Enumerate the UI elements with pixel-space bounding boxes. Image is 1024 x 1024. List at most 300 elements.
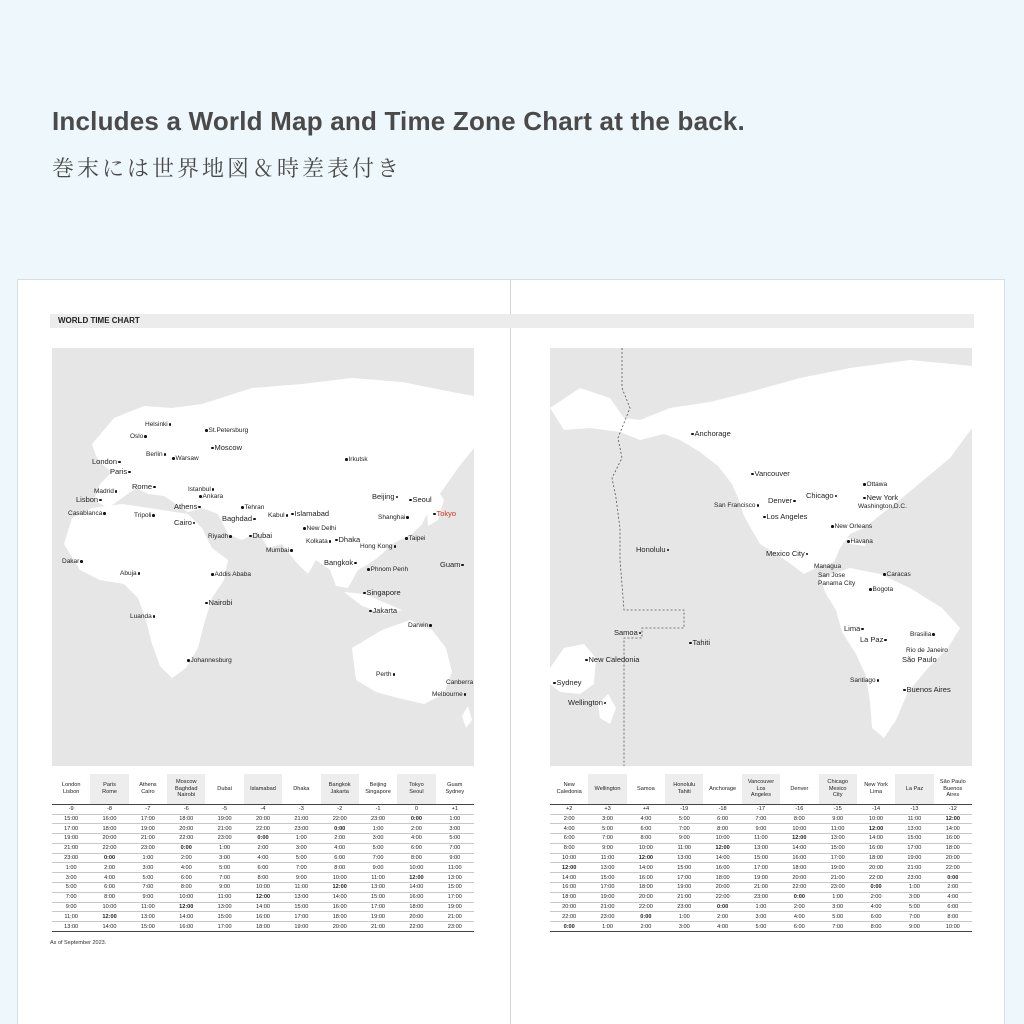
city-name: Bogota <box>872 586 894 593</box>
time-cell: 3:00 <box>895 892 933 902</box>
offset-cell: -18 <box>703 804 741 814</box>
column-header-line: New <box>563 782 575 789</box>
city-dot-icon <box>806 553 809 556</box>
city-dot-icon <box>757 504 760 507</box>
time-cell: 14:00 <box>321 892 359 902</box>
table-row <box>550 883 972 893</box>
time-cell: 23:00 <box>588 912 626 922</box>
city-name: Los Angeles <box>766 512 808 521</box>
city-dot-icon <box>115 490 118 493</box>
offset-cell: -8 <box>90 804 128 814</box>
time-cell: 2:00 <box>703 912 741 922</box>
time-cell: 0:00 <box>780 892 818 902</box>
time-cell: 16:00 <box>550 883 588 893</box>
city-dot-icon <box>405 537 408 540</box>
time-cell: 16:00 <box>90 814 128 824</box>
city-label <box>862 494 898 502</box>
table-row <box>52 834 474 844</box>
city-name: Rio de Janeiro <box>906 647 948 654</box>
city-name: Sydney <box>556 678 582 687</box>
column-header-line: Beijing <box>369 782 387 789</box>
city-dot-icon <box>241 506 244 509</box>
date-line <box>550 348 972 766</box>
column-header <box>321 774 359 804</box>
city-label <box>376 672 396 679</box>
offset-cell: +3 <box>588 804 626 814</box>
time-cell: 8:00 <box>397 853 435 863</box>
city-label <box>204 599 232 607</box>
time-cell: 5:00 <box>129 873 167 883</box>
city-name: Seoul <box>412 495 432 504</box>
column-header-line: Baghdad <box>175 785 198 792</box>
time-cell: 18:00 <box>244 922 282 932</box>
time-cell: 22:00 <box>321 814 359 824</box>
city-label <box>368 607 397 615</box>
time-cell: 14:00 <box>703 853 741 863</box>
time-cell: 1:00 <box>436 814 474 824</box>
time-cell: 5:00 <box>895 902 933 912</box>
city-name: Samoa <box>614 628 638 637</box>
city-name: Dakar <box>62 558 80 565</box>
table-row <box>52 873 474 883</box>
city-dot-icon <box>193 522 196 525</box>
column-header-line: Moscow <box>176 779 197 786</box>
city-label <box>92 458 122 466</box>
city-name: Addis Ababa <box>214 571 252 578</box>
time-cell: 5:00 <box>52 883 90 893</box>
time-cell: 10:00 <box>397 863 435 873</box>
time-cell: 13:00 <box>588 863 626 873</box>
time-cell: 12:00 <box>780 834 818 844</box>
time-table-right <box>550 774 972 932</box>
city-dot-icon <box>138 572 141 575</box>
city-label <box>62 559 84 566</box>
time-cell: 1:00 <box>52 863 90 873</box>
city-dot-icon <box>354 562 357 565</box>
table-row <box>550 902 972 912</box>
time-cell: 8:00 <box>167 883 205 893</box>
city-label <box>830 524 872 531</box>
city-name: São Paulo <box>902 655 937 664</box>
city-dot-icon <box>667 549 670 552</box>
offset-cell: -1 <box>359 804 397 814</box>
column-header <box>588 774 626 804</box>
city-label <box>408 623 433 630</box>
city-label <box>145 422 172 429</box>
column-header-line: Tokyo <box>409 782 424 789</box>
time-cell: 13:00 <box>52 922 90 932</box>
time-cell: 21:00 <box>129 834 167 844</box>
city-label <box>440 561 465 569</box>
time-cell: 10:00 <box>244 883 282 893</box>
headline: Includes a World Map and Time Zone Chart at the back. <box>52 106 745 136</box>
city-label <box>68 511 107 518</box>
city-dot-icon <box>429 624 432 627</box>
column-header-line: Buenos <box>943 785 963 792</box>
city-name: Vancouver <box>754 469 790 478</box>
time-cell: 7:00 <box>588 834 626 844</box>
time-cell: 4:00 <box>397 834 435 844</box>
city-name: Dhaka <box>338 535 361 544</box>
city-label <box>906 648 948 655</box>
city-dot-icon <box>847 540 850 543</box>
time-cell: 3:00 <box>52 873 90 883</box>
offset-cell: -12 <box>934 804 972 814</box>
time-cell: 12:00 <box>321 883 359 893</box>
column-header-line: Lisbon <box>62 788 80 795</box>
city-label <box>120 571 141 578</box>
table-row <box>550 912 972 922</box>
city-name: Kabul <box>268 512 285 519</box>
time-cell: 11:00 <box>665 843 703 853</box>
time-cell: 3:00 <box>436 824 474 834</box>
time-cell: 21:00 <box>436 912 474 922</box>
time-cell: 15:00 <box>359 892 397 902</box>
time-cell: 6:00 <box>244 863 282 873</box>
table-row <box>550 892 972 902</box>
time-cell: 22:00 <box>857 873 895 883</box>
city-name: Singapore <box>366 588 401 597</box>
city-dot-icon <box>409 499 412 502</box>
time-cell: 15:00 <box>665 863 703 873</box>
city-label <box>636 546 670 554</box>
time-cell: 9:00 <box>665 834 703 844</box>
time-cell: 2:00 <box>90 863 128 873</box>
column-header-line: Anchorage <box>709 785 737 792</box>
city-dot-icon <box>869 588 872 591</box>
right-page <box>511 280 1004 1024</box>
time-cell: 19:00 <box>819 863 857 873</box>
time-cell: 4:00 <box>934 892 972 902</box>
time-cell: 18:00 <box>90 824 128 834</box>
time-cell: 13:00 <box>129 912 167 922</box>
time-cell: 4:00 <box>167 863 205 873</box>
city-name: Ottawa <box>866 481 888 488</box>
time-cell: 17:00 <box>52 824 90 834</box>
offset-cell: +2 <box>550 804 588 814</box>
column-header-line: Los <box>756 785 766 792</box>
city-dot-icon <box>369 610 372 613</box>
time-cell: 16:00 <box>167 922 205 932</box>
time-cell: 21:00 <box>742 883 780 893</box>
city-label <box>366 567 408 574</box>
time-cell: 1:00 <box>742 902 780 912</box>
time-cell: 11:00 <box>359 873 397 883</box>
time-cell: 1:00 <box>205 843 243 853</box>
city-dot-icon <box>80 560 83 563</box>
footnote: As of September 2023. <box>50 940 107 946</box>
time-cell: 0:00 <box>703 902 741 912</box>
time-cell: 0:00 <box>934 873 972 883</box>
city-dot-icon <box>464 693 467 696</box>
city-name: Rome <box>132 482 153 491</box>
city-label <box>446 680 474 687</box>
time-cell: 6:00 <box>703 814 741 824</box>
time-cell: 13:00 <box>819 834 857 844</box>
city-dot-icon <box>290 549 293 552</box>
column-header-line: Honolulu <box>673 782 696 789</box>
time-cell: 11:00 <box>129 902 167 912</box>
time-cell: 22:00 <box>244 824 282 834</box>
city-name: Brasilia <box>910 631 932 638</box>
city-label <box>432 510 456 518</box>
city-name: Tehran <box>244 504 265 511</box>
city-name: Jakarta <box>372 606 398 615</box>
city-name: San Francisco <box>714 502 756 509</box>
city-label <box>210 572 251 579</box>
table-row <box>52 863 474 873</box>
time-cell: 22:00 <box>90 843 128 853</box>
time-cell: 5:00 <box>588 824 626 834</box>
city-dot-icon <box>861 628 864 631</box>
city-label <box>174 519 196 527</box>
city-name: Nairobi <box>208 598 233 607</box>
city-dot-icon <box>253 518 256 521</box>
city-name: Istanbul <box>188 486 211 493</box>
time-cell: 1:00 <box>359 824 397 834</box>
city-dot-icon <box>212 488 215 491</box>
time-cell: 4:00 <box>780 912 818 922</box>
city-name: Kolkata <box>306 538 328 545</box>
time-cell: 16:00 <box>397 892 435 902</box>
time-cell: 13:00 <box>436 873 474 883</box>
city-name: London <box>92 457 118 466</box>
city-label <box>902 656 937 664</box>
offset-row <box>52 804 474 814</box>
offset-cell: -19 <box>665 804 703 814</box>
table-row <box>52 912 474 922</box>
world-map-europe-asia <box>52 348 474 766</box>
time-cell: 23:00 <box>665 902 703 912</box>
time-cell: 12:00 <box>90 912 128 922</box>
time-cell: 9:00 <box>129 892 167 902</box>
city-dot-icon <box>205 602 208 605</box>
city-label <box>850 678 880 685</box>
city-dot-icon <box>249 535 252 538</box>
column-header-line: Jakarta <box>330 788 349 795</box>
city-label <box>344 457 368 464</box>
city-label <box>552 679 582 687</box>
table-row <box>550 814 972 824</box>
time-cell: 0:00 <box>397 814 435 824</box>
city-dot-icon <box>291 513 294 516</box>
time-cell: 19:00 <box>129 824 167 834</box>
offset-cell: -4 <box>244 804 282 814</box>
time-cell: 9:00 <box>588 843 626 853</box>
time-cell: 17:00 <box>895 843 933 853</box>
column-header-line: Aires <box>946 791 960 798</box>
time-cell: 23:00 <box>819 883 857 893</box>
time-cell: 18:00 <box>780 863 818 873</box>
city-name: Baghdad <box>222 514 253 523</box>
city-label <box>222 515 257 523</box>
time-cell: 4:00 <box>703 922 741 932</box>
city-name: Irkutsk <box>348 456 368 463</box>
city-dot-icon <box>187 659 190 662</box>
city-dot-icon <box>205 429 208 432</box>
column-header-line: Dubai <box>217 785 232 792</box>
city-dot-icon <box>433 513 436 516</box>
time-cell: 2:00 <box>857 892 895 902</box>
column-header-line: Denver <box>790 785 809 792</box>
time-cell: 21:00 <box>665 892 703 902</box>
time-cell: 9:00 <box>895 922 933 932</box>
time-cell: 22:00 <box>934 863 972 873</box>
city-dot-icon <box>153 486 156 489</box>
city-name: Santiago <box>850 677 876 684</box>
table-row <box>52 814 474 824</box>
city-name: Islamabad <box>294 509 330 518</box>
time-cell: 6:00 <box>857 912 895 922</box>
city-dot-icon <box>303 527 306 530</box>
city-name: Tokyo <box>436 509 457 518</box>
time-cell: 20:00 <box>857 863 895 873</box>
time-cell: 5:00 <box>359 843 397 853</box>
city-name: Paris <box>110 467 128 476</box>
time-cell: 14:00 <box>780 843 818 853</box>
city-dot-icon <box>689 642 692 645</box>
time-cell: 9:00 <box>52 902 90 912</box>
time-cell: 18:00 <box>627 883 665 893</box>
city-name: Taipei <box>408 535 426 542</box>
city-name: Canberra <box>446 679 474 686</box>
time-cell: 2:00 <box>167 853 205 863</box>
time-cell: 9:00 <box>205 883 243 893</box>
time-cell: 7:00 <box>359 853 397 863</box>
city-name: San Jose <box>818 572 846 579</box>
world-map-pacific-americas <box>550 348 972 766</box>
time-cell: 15:00 <box>742 853 780 863</box>
city-label <box>208 534 233 541</box>
book-spread <box>18 280 1004 1024</box>
time-cell: 3:00 <box>819 902 857 912</box>
time-cell: 11:00 <box>895 814 933 824</box>
time-cell: 23:00 <box>895 873 933 883</box>
column-header <box>397 774 435 804</box>
time-cell: 3:00 <box>742 912 780 922</box>
city-name: Buenos Aires <box>906 685 951 694</box>
city-label <box>130 614 156 621</box>
city-name: Luanda <box>130 613 152 620</box>
city-dot-icon <box>169 423 172 426</box>
city-label <box>882 572 911 579</box>
column-header <box>205 774 243 804</box>
city-name: Tahiti <box>692 638 711 647</box>
time-cell: 18:00 <box>167 814 205 824</box>
city-dot-icon <box>128 471 131 474</box>
city-dot-icon <box>863 483 866 486</box>
time-cell: 23:00 <box>205 834 243 844</box>
city-dot-icon <box>793 500 796 503</box>
time-cell: 21:00 <box>359 922 397 932</box>
column-header-line: Bangkok <box>328 782 351 789</box>
time-cell: 3:00 <box>359 834 397 844</box>
city-name: Athens <box>174 502 198 511</box>
city-label <box>290 510 329 518</box>
time-cell: 8:00 <box>780 814 818 824</box>
city-dot-icon <box>553 682 556 685</box>
column-header-line: Rome <box>102 788 117 795</box>
time-cell: 20:00 <box>397 912 435 922</box>
city-dot-icon <box>877 679 880 682</box>
column-header <box>550 774 588 804</box>
time-cell: 5:00 <box>742 922 780 932</box>
column-header-line: Lima <box>869 788 883 795</box>
time-cell: 12:00 <box>397 873 435 883</box>
city-name: La Paz <box>860 635 884 644</box>
city-label <box>902 686 951 694</box>
time-cell: 21:00 <box>282 814 320 824</box>
time-cell: 4:00 <box>321 843 359 853</box>
time-cell: 6:00 <box>780 922 818 932</box>
time-cell: 16:00 <box>857 843 895 853</box>
city-label <box>130 434 148 441</box>
column-header-line: Islamabad <box>250 785 276 792</box>
time-cell: 12:00 <box>934 814 972 824</box>
city-dot-icon <box>103 512 106 515</box>
table-row <box>550 843 972 853</box>
city-name: Managua <box>814 563 842 570</box>
offset-cell: -15 <box>819 804 857 814</box>
time-cell: 17:00 <box>588 883 626 893</box>
time-cell: 7:00 <box>895 912 933 922</box>
time-cell: 20:00 <box>934 853 972 863</box>
city-label <box>372 493 399 501</box>
time-cell: 2:00 <box>244 843 282 853</box>
time-cell: 1:00 <box>588 922 626 932</box>
city-label <box>266 548 294 555</box>
time-cell: 6:00 <box>397 843 435 853</box>
city-label <box>240 505 264 512</box>
city-dot-icon <box>393 673 396 676</box>
time-cell: 17:00 <box>665 873 703 883</box>
city-name: Warsaw <box>175 455 199 462</box>
table-row <box>52 902 474 912</box>
city-label <box>334 536 360 544</box>
offset-cell: -2 <box>321 804 359 814</box>
table-row <box>550 834 972 844</box>
city-label <box>868 587 893 594</box>
time-cell: 16:00 <box>321 902 359 912</box>
time-cell: 23:00 <box>129 843 167 853</box>
city-name: Honolulu <box>636 545 666 554</box>
time-cell: 19:00 <box>742 873 780 883</box>
city-label <box>132 483 157 491</box>
city-name: Dubai <box>252 531 273 540</box>
time-cell: 23:00 <box>742 892 780 902</box>
city-dot-icon <box>831 525 834 528</box>
city-name: Madrid <box>94 488 114 495</box>
time-cell: 0:00 <box>90 853 128 863</box>
time-cell: 1:00 <box>129 853 167 863</box>
time-cell: 21:00 <box>205 824 243 834</box>
table-row <box>550 824 972 834</box>
column-header <box>665 774 703 804</box>
offset-cell: -5 <box>205 804 243 814</box>
city-dot-icon <box>585 659 588 662</box>
city-label <box>432 692 467 699</box>
city-label <box>268 513 289 520</box>
time-cell: 10:00 <box>857 814 895 824</box>
column-header-line: La Paz <box>905 785 924 792</box>
column-header-line: Tahiti <box>677 788 691 795</box>
city-label <box>210 444 242 452</box>
city-name: Melbourne <box>432 691 463 698</box>
city-name: Riyadh <box>208 533 229 540</box>
city-label <box>862 482 887 489</box>
time-cell: 17:00 <box>742 863 780 873</box>
city-label <box>690 430 731 438</box>
